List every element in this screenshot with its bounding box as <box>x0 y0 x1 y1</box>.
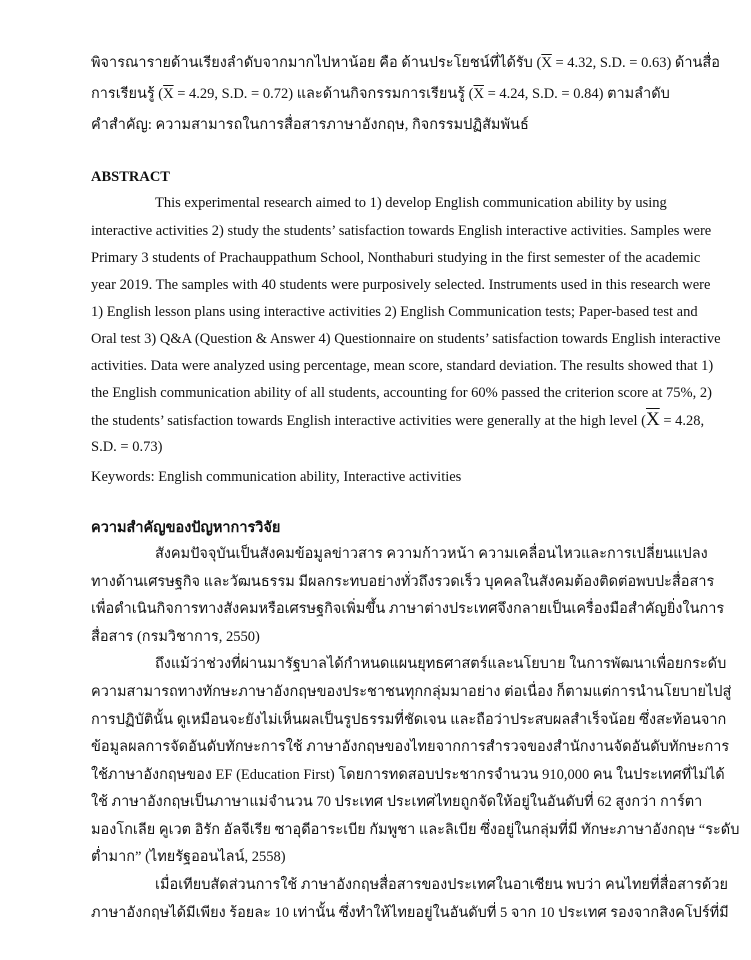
mean-symbol: $\overline{X}$ <box>473 86 484 102</box>
section-line: ต่ำมาก” (ไทยรัฐออนไลน์, 2558) <box>91 849 286 865</box>
text: พิจารณารายด้านเรียงลำดับจากมากไปหาน้อย คือ ด้านประโยชน์ที่ได้รับ ( <box>91 55 542 71</box>
abstract-heading: ABSTRACT <box>91 169 170 185</box>
text: the students’ satisfaction towards English interactive activities were generally at the high level ( <box>91 413 646 429</box>
mean-symbol: $\overline{X}$ <box>645 409 660 430</box>
section-line: การปฏิบัตินั้น ดูเหมือนจะยังไม่เห็นผลเป็นรูปธรรมที่ชัดเจน และถือว่าประสบผลสำเร็จน้อย ซึ่งสะท้อนจาก <box>91 712 727 728</box>
section-line: ใช้ ภาษาอังกฤษเป็นภาษาแม่จำนวน 70 ประเทศ ประเทศไทยถูกจัดให้อยู่ในอันดับที่ 62 สูงกว่า การ์ตา <box>91 794 703 810</box>
abstract-line: Oral test 3) Q&A (Question & Answer 4) Questionnaire on students’ satisfaction towards English interactive <box>91 331 721 347</box>
abstract-line: activities. Data were analyzed using percentage, mean score, standard deviation. The results showed that 1) <box>91 358 714 374</box>
abstract-line: interactive activities 2) study the students’ satisfaction towards English interactive activities. Samples were <box>91 223 712 239</box>
section-line: ข้อมูลผลการจัดอันดับทักษะการใช้ ภาษาอังกฤษของไทยจากการสำรวจของสำนักงานจัดอันดับทักษะการ <box>91 739 730 755</box>
text: = 4.29, S.D. = 0.72) และด้านกิจกรรมการเรียนรู้ ( <box>173 86 474 102</box>
section-line: เพื่อดำเนินกิจการทางสังคมหรือเศรษฐกิจเพิ่มขึ้น ภาษาต่างประเทศจึงกลายเป็นเครื่องมือสำคัญยิ่งในการ <box>91 601 725 617</box>
text: การเรียนรู้ ( <box>91 86 164 102</box>
abstract-keywords: Keywords: English communication ability, Interactive activities <box>91 469 462 485</box>
section-line: สื่อสาร (กรมวิชาการ, 2550) <box>91 629 260 645</box>
section-line: ถึงแม้ว่าช่วงที่ผ่านมารัฐบาลได้กำหนดแผนยุทธศาสตร์และนโยบาย ในการพัฒนาเพื่อยกระดับ <box>155 656 727 672</box>
section-heading: ความสำคัญของปัญหาการวิจัย <box>91 520 281 536</box>
thai-abstract-line <box>91 53 720 73</box>
section-line: มองโกเลีย คูเวต อิรัก อัลจีเรีย ซาอุดีอาระเบีย กัมพูชา และลิเบีย ซึ่งอยู่ในกลุ่มที่มี ทักษะภาษาอังกฤษ “ระดับ <box>91 822 740 838</box>
section-line: ทางด้านเศรษฐกิจ และวัฒนธรรม มีผลกระทบอย่างทั่วถึงรวดเร็ว บุคคลในสังคมต้องติดต่อพบปะสื่อสาร <box>91 574 715 590</box>
section-line: ภาษาอังกฤษได้มีเพียง ร้อยละ 10 เท่านั้น ซึ่งทำให้ไทยอยู่ในอันดับที่ 5 จาก 10 ประเทศ รองจากสิงคโปร์ที่มี <box>91 905 729 921</box>
section-line: เมื่อเทียบสัดส่วนการใช้ ภาษาอังกฤษสื่อสารของประเทศในอาเซียน พบว่า คนไทยที่สื่อสารด้วย <box>155 877 728 893</box>
abstract-line: This experimental research aimed to 1) develop English communication ability by using <box>155 195 667 211</box>
abstract-line: Primary 3 students of Prachauppathum School, Nonthaburi studying in the first semester of the academic <box>91 250 701 266</box>
abstract-line <box>91 409 705 431</box>
text: = 4.28, <box>659 413 705 429</box>
text: = 4.32, S.D. = 0.63) ด้านสื่อ <box>551 55 720 71</box>
abstract-line: year 2019. The samples with 40 students were purposively selected. Instruments used in this research were <box>91 277 711 293</box>
thai-abstract-line <box>91 84 670 104</box>
thai-keywords: คำสำคัญ: ความสามารถในการสื่อสารภาษาอังกฤษ, กิจกรรมปฏิสัมพันธ์ <box>91 117 529 133</box>
abstract-line: 1) English lesson plans using interactive activities 2) English Communication tests; Paper-based test and <box>91 304 698 320</box>
abstract-line: S.D. = 0.73) <box>91 439 163 455</box>
mean-symbol: $\overline{X}$ <box>541 55 552 71</box>
mean-symbol: $\overline{X}$ <box>163 86 174 102</box>
section-line: ความสามารถทางทักษะภาษาอังกฤษของประชาชนทุกกลุ่มมาอย่าง ต่อเนื่อง ก็ตามแต่การนำนโยบายไปสู่ <box>91 684 732 700</box>
section-line: ใช้ภาษาอังกฤษของ EF (Education First) โดยการทดสอบประชากรจำนวน 910,000 คน ในประเทศที่ไม่ได้ <box>91 767 725 783</box>
abstract-line: the English communication ability of all students, accounting for 60% passed the criterion score at 75%, 2) <box>91 385 712 401</box>
section-line: สังคมปัจจุบันเป็นสังคมข้อมูลข่าวสาร ความก้าวหน้า ความเคลื่อนไหวและการเปลี่ยนแปลง <box>155 546 708 562</box>
text: = 4.24, S.D. = 0.84) ตามลำดับ <box>483 86 670 102</box>
